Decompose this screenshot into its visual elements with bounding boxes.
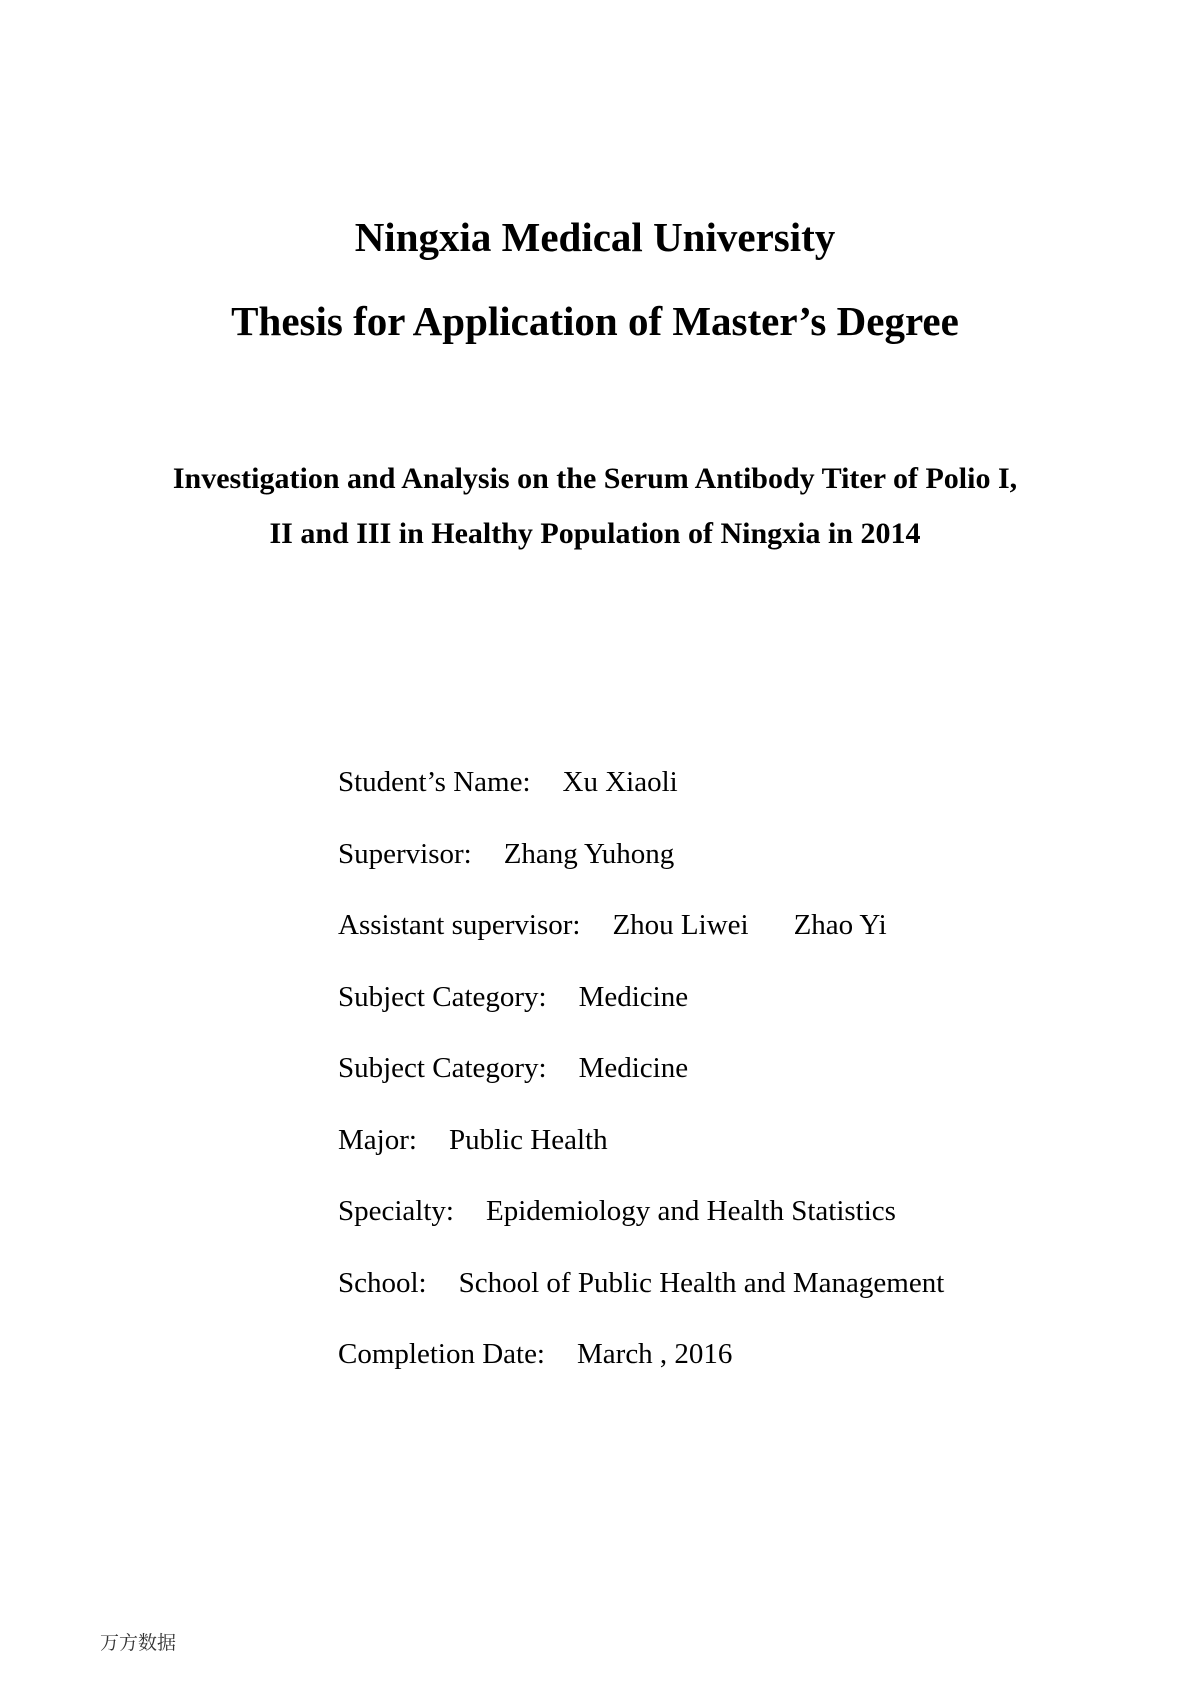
info-row-supervisor [338,836,674,872]
info-row-specialty [338,1193,896,1229]
thesis-title-line-1: Investigation and Analysis on the Serum Antibody Titer of Polio I, [172,462,1018,495]
info-value: Zhou Liwei [612,909,749,941]
info-row-student-name [338,764,678,800]
info-row-assistant-supervisor [338,907,887,943]
university-name: Ningxia Medical University [354,214,836,260]
info-value: March , 2016 [577,1338,733,1370]
info-label: Subject Category: [338,1052,547,1084]
info-row-major [338,1122,608,1158]
info-row-completion-date [338,1336,732,1372]
source-watermark: 万方数据 [100,1632,177,1654]
info-value: Medicine [578,981,689,1013]
info-value: Xu Xiaoli [562,766,678,798]
info-label: School: [338,1267,427,1299]
info-label: Major: [338,1124,417,1156]
info-label: Subject Category: [338,981,547,1013]
info-value: Medicine [578,1052,689,1084]
thesis-title-line-2: II and III in Healthy Population of Ningxia in 2014 [269,517,921,550]
info-label: Specialty: [338,1195,454,1227]
degree-title: Thesis for Application of Master’s Degree [231,298,959,344]
info-label: Assistant supervisor: [338,909,581,941]
info-value: Zhang Yuhong [503,838,675,870]
info-value: Public Health [448,1124,608,1156]
info-row-school [338,1265,944,1301]
info-label: Completion Date: [338,1338,545,1370]
info-value-secondary: Zhao Yi [793,909,887,941]
info-row-subject-category [338,979,688,1015]
info-row-subject-category-2 [338,1050,688,1086]
info-value: Epidemiology and Health Statistics [485,1195,896,1227]
info-label: Supervisor: [338,838,472,870]
info-value: School of Public Health and Management [458,1267,945,1299]
info-label: Student’s Name: [338,766,531,798]
